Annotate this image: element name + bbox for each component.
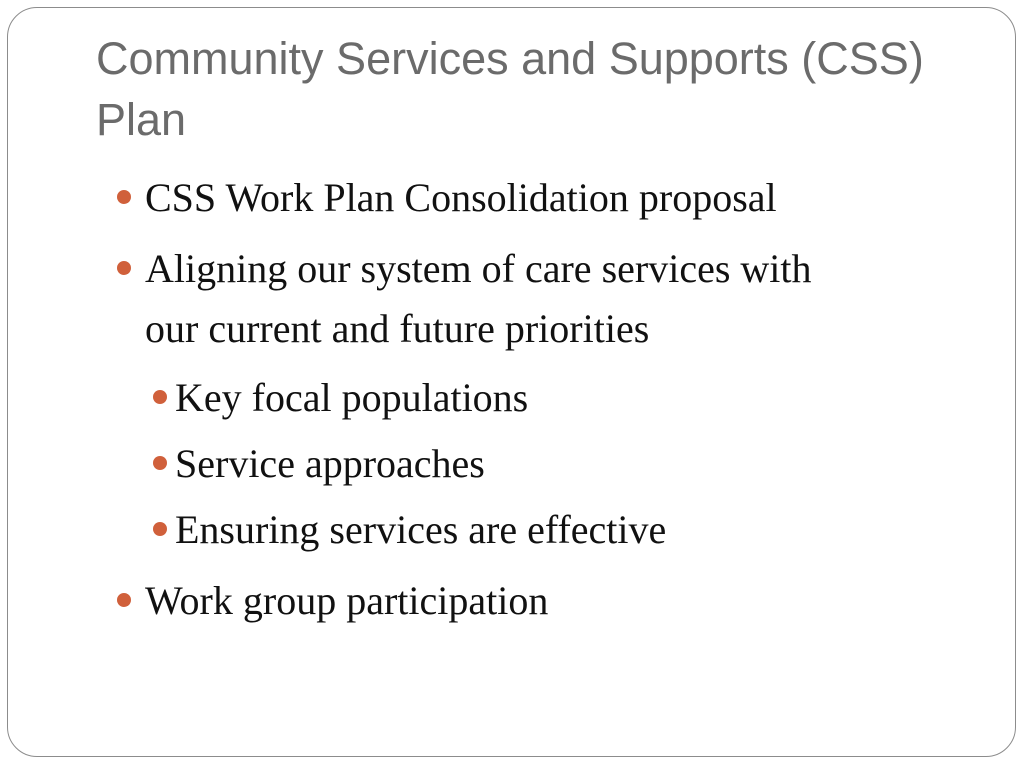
sub-bullet-item	[175, 434, 485, 494]
bullet-text: Work group participation	[145, 578, 549, 623]
slide-title: Community Services and Supports (CSS) Plan	[96, 33, 924, 145]
bullet-dot-icon	[153, 456, 167, 470]
bullet-dot-icon	[117, 593, 131, 607]
sub-bullet-text: Key focal populations	[175, 375, 529, 420]
sub-bullet-text: Ensuring services are effective	[175, 507, 667, 552]
bullet-dot-icon	[117, 190, 131, 204]
bullet-dot-icon	[117, 261, 131, 275]
bullet-item	[145, 168, 777, 228]
sub-bullet-item	[175, 368, 528, 428]
bullet-item	[145, 571, 548, 631]
bullet-dot-icon	[153, 522, 167, 536]
bullet-dot-icon	[153, 390, 167, 404]
sub-bullet-item	[175, 500, 666, 560]
bullet-text-continuation: our current and future priorities	[145, 306, 650, 351]
bullet-item	[145, 239, 812, 359]
bullet-text: Aligning our system of care services with	[145, 246, 812, 291]
bullet-text: CSS Work Plan Consolidation proposal	[145, 175, 777, 220]
sub-bullet-text: Service approaches	[175, 441, 485, 486]
